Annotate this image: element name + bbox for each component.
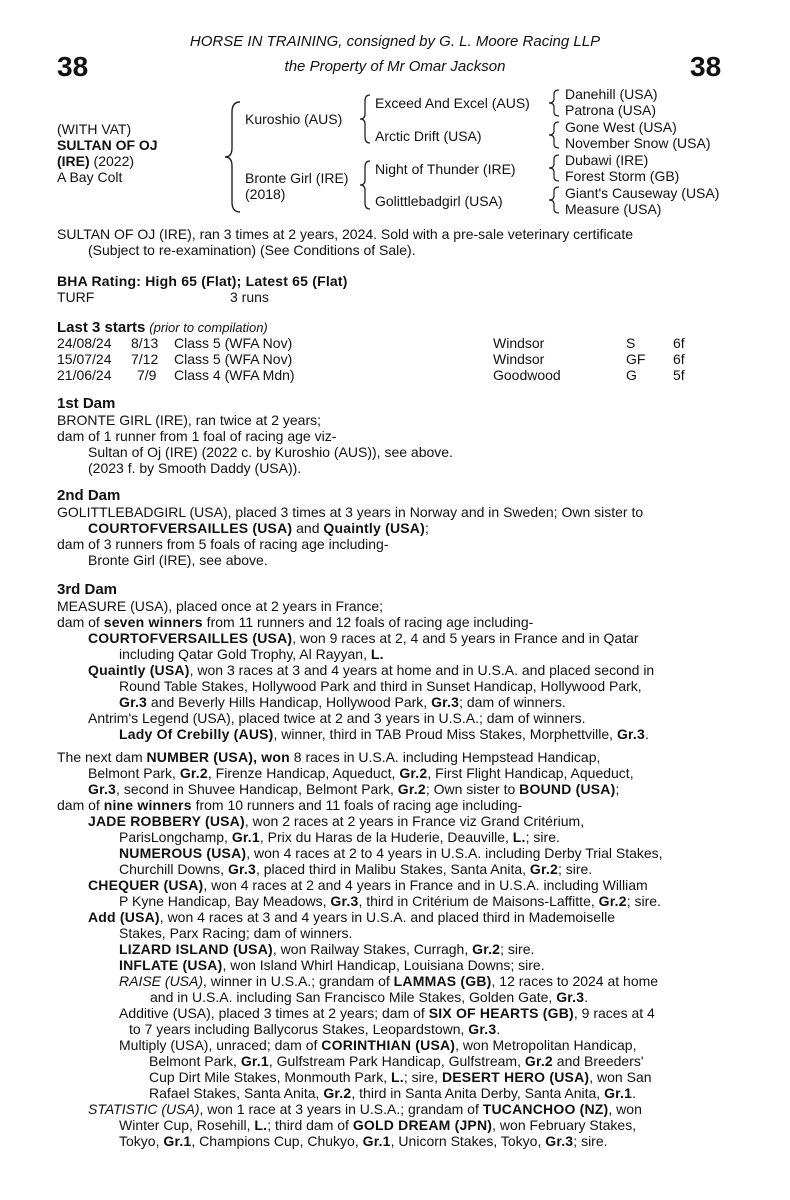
next-dam-line: P Kyne Handicap, Bay Meadows, Gr.3, third in Critérium de Maisons-Laffitte, Gr.2; sire. xyxy=(119,893,661,909)
horse-description: A Bay Colt xyxy=(57,169,123,185)
start-race: Class 4 (WFA Mdn) xyxy=(174,367,295,383)
third-dam-line: Gr.3 and Beverly Hills Handicap, Hollywood Park, Gr.3; dam of winners. xyxy=(119,694,566,710)
third-dam-line: Antrim's Legend (USA), placed twice at 2 and 3 years in U.S.A.; dam of winners. xyxy=(88,710,586,726)
horse-year: (2022) xyxy=(89,153,135,169)
pedigree-sire-sire: Exceed And Excel (AUS) xyxy=(375,95,530,111)
second-dam-line: COURTOFVERSAILLES (USA) and Quaintly (USA); xyxy=(88,520,429,536)
pedigree-brace-gp3 xyxy=(547,153,561,183)
pedigree-brace-main xyxy=(222,98,244,216)
horse-name: SULTAN OF OJ xyxy=(57,137,158,153)
next-dam-line: The next dam NUMBER (USA), won 8 races in U.S.A. including Hempstead Handicap, xyxy=(57,749,601,765)
next-dam-line: ParisLongchamp, Gr.1, Prix du Haras de la Huderie, Deauville, L.; sire. xyxy=(119,829,560,845)
start-pos: 7/12 xyxy=(131,351,159,367)
next-dam-line: Belmont Park, Gr.2, Firenze Handicap, Aqueduct, Gr.2, First Flight Handicap, Aqueduct, xyxy=(88,765,634,781)
next-dam-line: to 7 years including Ballycorus Stakes, Leopardstown, Gr.3. xyxy=(129,1021,501,1037)
pedigree-ggp: Gone West (USA) xyxy=(565,119,677,135)
vat-note: (WITH VAT) xyxy=(57,121,132,137)
start-dist: 6f xyxy=(673,335,685,351)
start-course: Windsor xyxy=(493,335,545,351)
start-pos: 8/13 xyxy=(131,335,159,351)
start-pos: 7/9 xyxy=(137,367,157,383)
next-dam-line: RAISE (USA), winner in U.S.A.; grandam of LAMMAS (GB), 12 races to 2024 at home xyxy=(119,973,659,989)
next-dam-line: INFLATE (USA), won Island Whirl Handicap, Louisiana Downs; sire. xyxy=(119,957,545,973)
second-dam-section xyxy=(57,488,643,568)
third-dam-line: Round Table Stakes, Hollywood Park and third in Sunset Handicap, Hollywood Park, xyxy=(119,678,642,694)
pedigree-brace-dam xyxy=(358,159,372,211)
next-dam-line: Cup Dirt Mile Stakes, Monmouth Park, L.; sire, DESERT HERO (USA), won San xyxy=(149,1069,652,1085)
pedigree-sire: Kuroshio (AUS) xyxy=(245,111,343,127)
third-dam-line: Quaintly (USA), won 3 races at 3 and 4 years at home and in U.S.A. and placed second in xyxy=(88,662,655,678)
pedigree-ggp: Giant's Causeway (USA) xyxy=(565,185,720,201)
pedigree-dam-year: (2018) xyxy=(245,186,286,202)
lot-number-left: 38 xyxy=(57,51,89,82)
bha-surface: TURF xyxy=(57,289,95,305)
start-row: 24/08/24 xyxy=(57,335,112,351)
first-dam-line: dam of 1 runner from 1 foal of racing age viz- xyxy=(57,428,337,444)
next-dam-line: Multiply (USA), unraced; dam of CORINTHIAN (USA), won Metropolitan Handicap, xyxy=(119,1037,637,1053)
next-dam-line: Rafael Stakes, Santa Anita, Gr.2, third in Santa Anita Derby, Santa Anita, Gr.1. xyxy=(149,1085,636,1101)
start-row: 21/06/24 xyxy=(57,367,112,383)
pedigree-brace-gp1 xyxy=(547,88,561,118)
next-dam-line: JADE ROBBERY (USA), won 2 races at 2 years in France viz Grand Critérium, xyxy=(88,813,585,829)
next-dam-line: Additive (USA), placed 3 times at 2 years; dam of SIX OF HEARTS (GB), 9 races at 4 xyxy=(119,1005,655,1021)
next-dam-line: STATISTIC (USA), won 1 race at 3 years in U.S.A.; grandam of TUCANCHOO (NZ), won xyxy=(88,1101,642,1117)
next-dam-line: Churchill Downs, Gr.3, placed third in Malibu Stakes, Santa Anita, Gr.2; sire. xyxy=(119,861,593,877)
next-dam-line: LIZARD ISLAND (USA), won Railway Stakes, Curragh, Gr.2; sire. xyxy=(119,941,535,957)
pedigree-ggp: Patrona (USA) xyxy=(565,102,657,118)
next-dam-line: Add (USA), won 4 races at 3 and 4 years in U.S.A. and placed third in Mademoiselle xyxy=(88,909,616,925)
pedigree-brace-sire xyxy=(358,93,372,145)
next-dam-line: CHEQUER (USA), won 4 races at 2 and 4 years in France and in U.S.A. including William xyxy=(88,877,648,893)
last-starts-title: Last 3 starts xyxy=(57,319,146,336)
property-line: the Property of Mr Omar Jackson xyxy=(284,58,506,75)
next-dam-line: NUMEROUS (USA), won 4 races at 2 to 4 years in U.S.A. including Derby Trial Stakes, xyxy=(119,845,663,861)
last-starts-heading xyxy=(57,319,268,336)
start-going: GF xyxy=(626,351,646,367)
first-dam-line: Sultan of Oj (IRE) (2022 c. by Kuroshio (AUS)), see above. xyxy=(88,444,453,460)
pedigree-dam: Bronte Girl (IRE) xyxy=(245,170,349,186)
start-row: 15/07/24 xyxy=(57,351,112,367)
start-course: Windsor xyxy=(493,351,545,367)
horse-name-line2 xyxy=(57,153,134,169)
pedigree-dam-sire: Night of Thunder (IRE) xyxy=(375,161,516,177)
next-dam-line: dam of nine winners from 10 runners and 11 foals of racing age including- xyxy=(57,797,523,813)
next-dam-line: Tokyo, Gr.1, Champions Cup, Chukyo, Gr.1, Unicorn Stakes, Tokyo, Gr.3; sire. xyxy=(119,1133,608,1149)
consignor-line: HORSE IN TRAINING, consigned by G. L. Moore Racing LLP xyxy=(189,33,601,50)
second-dam-title: 2nd Dam xyxy=(57,487,121,504)
first-dam-section xyxy=(57,396,453,476)
lot-number-right: 38 xyxy=(690,51,722,82)
pedigree-ggp: Danehill (USA) xyxy=(565,86,658,102)
bha-runs: 3 runs xyxy=(230,289,269,305)
pedigree-ggp: Measure (USA) xyxy=(565,201,662,217)
next-dam-line: Stakes, Parx Racing; dam of winners. xyxy=(119,925,353,941)
start-race: Class 5 (WFA Nov) xyxy=(174,351,293,367)
summary-line1: SULTAN OF OJ (IRE), ran 3 times at 2 years, 2024. Sold with a pre-sale veterinary certificate xyxy=(57,226,634,242)
start-going: S xyxy=(626,335,636,351)
pedigree-dam-dam: Golittlebadgirl (USA) xyxy=(375,193,503,209)
bha-rating: BHA Rating: High 65 (Flat); Latest 65 (Flat) xyxy=(57,273,348,289)
next-dam-line: and in U.S.A. including San Francisco Mile Stakes, Golden Gate, Gr.3. xyxy=(150,989,589,1005)
pedigree-ggp: November Snow (USA) xyxy=(565,135,711,151)
third-dam-line: including Qatar Gold Trophy, Al Rayyan, L. xyxy=(119,646,384,662)
third-dam-title: 3rd Dam xyxy=(57,581,118,598)
next-dam-line: Belmont Park, Gr.1, Gulfstream Park Handicap, Gulfstream, Gr.2 and Breeders' xyxy=(149,1053,644,1069)
pedigree-brace-gp2 xyxy=(547,120,561,150)
pedigree-ggp: Dubawi (IRE) xyxy=(565,152,649,168)
second-dam-line: Bronte Girl (IRE), see above. xyxy=(88,552,268,568)
start-dist: 5f xyxy=(673,367,685,383)
third-dam-line: Lady Of Crebilly (AUS), winner, third in TAB Proud Miss Stakes, Morphettville, Gr.3. xyxy=(119,726,649,742)
start-going: G xyxy=(626,367,637,383)
horse-origin: (IRE) xyxy=(57,153,90,169)
first-dam-line: (2023 f. by Smooth Daddy (USA)). xyxy=(88,460,302,476)
third-dam-line: COURTOFVERSAILLES (USA), won 9 races at 2, 4 and 5 years in France and in Qatar xyxy=(88,630,639,646)
pedigree-brace-gp4 xyxy=(547,185,561,215)
next-dam-section xyxy=(57,749,663,1149)
second-dam-line: GOLITTLEBADGIRL (USA), placed 3 times at 3 years in Norway and in Sweden; Own sister to xyxy=(57,504,644,520)
pedigree-sire-dam: Arctic Drift (USA) xyxy=(375,128,482,144)
first-dam-title: 1st Dam xyxy=(57,395,116,412)
second-dam-line: dam of 3 runners from 5 foals of racing age including- xyxy=(57,536,389,552)
third-dam-line: dam of seven winners from 11 runners and 12 foals of racing age including- xyxy=(57,614,534,630)
first-dam-line: BRONTE GIRL (IRE), ran twice at 2 years; xyxy=(57,412,321,428)
next-dam-line: Gr.3, second in Shuvee Handicap, Belmont Park, Gr.2; Own sister to BOUND (USA); xyxy=(88,781,620,797)
start-course: Goodwood xyxy=(493,367,561,383)
third-dam-line: MEASURE (USA), placed once at 2 years in France; xyxy=(57,598,384,614)
start-dist: 6f xyxy=(673,351,685,367)
next-dam-line: Winter Cup, Rosehill, L.; third dam of GOLD DREAM (JPN), won February Stakes, xyxy=(119,1117,637,1133)
last-starts-note: (prior to compilation) xyxy=(149,320,268,335)
third-dam-section xyxy=(57,582,654,742)
pedigree-ggp: Forest Storm (GB) xyxy=(565,168,680,184)
start-race: Class 5 (WFA Nov) xyxy=(174,335,293,351)
summary-line2: (Subject to re-examination) (See Conditions of Sale). xyxy=(88,242,416,258)
